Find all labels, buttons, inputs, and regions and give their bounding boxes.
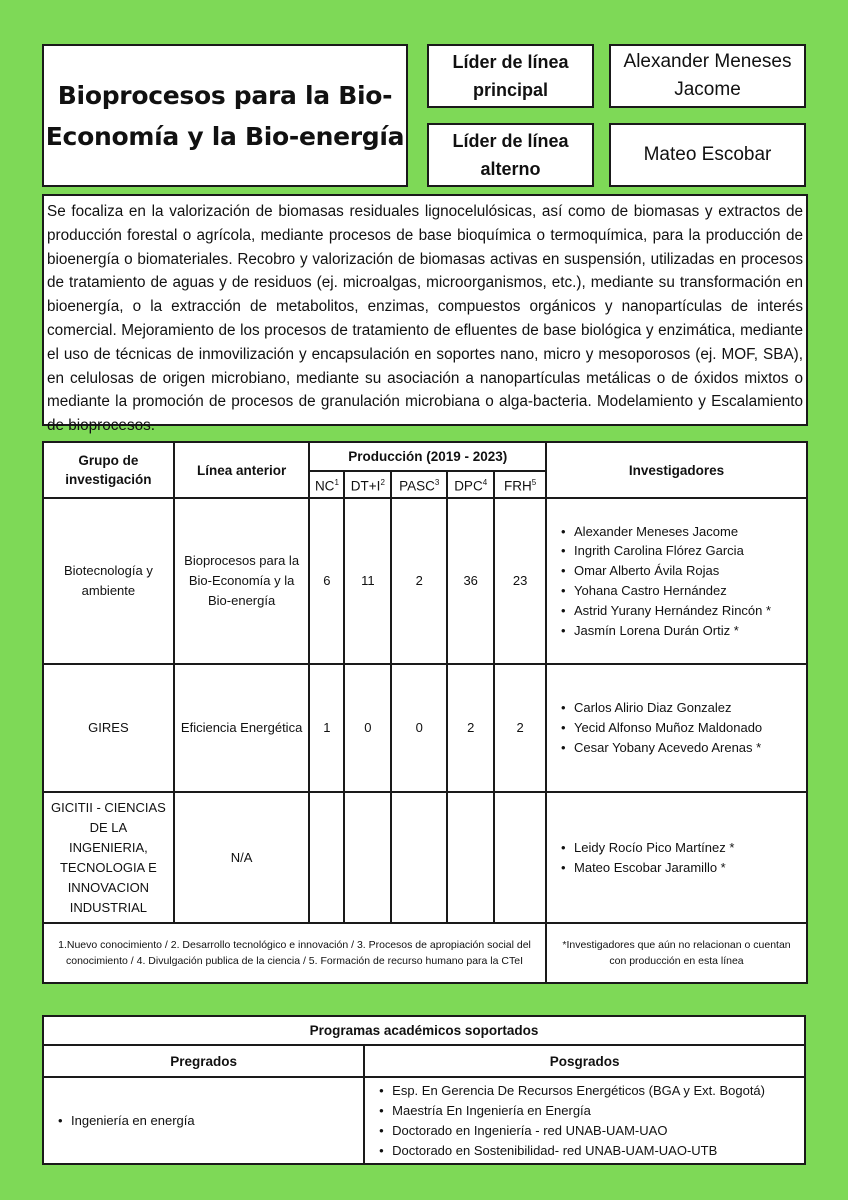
researcher-item: • Carlos Alirio Diaz Gonzalez xyxy=(561,698,806,718)
production-value xyxy=(309,792,344,923)
research-groups-table xyxy=(42,441,808,984)
previous-line: Bioprocesos para la Bio-Economía y la Bio-energía xyxy=(174,498,310,664)
subheader-footnote-ref: 2 xyxy=(380,478,385,488)
researchers-cell xyxy=(546,664,807,792)
line-description: Se focaliza en la valorización de biomasas residuales lignocelulósicas, así como de biomasas y extractos de producción forestal o agrícola, mediante procesos de base bioquímica o termoquímica, para la producción de bioenergía o biomateriales. Recobro y valorización de biomasas activas en suspensión, utilizadas en procesos de tratamiento de aguas y de residuos (ej. microalgas, microorganismos, etc.), mediante su transformación en bioenergía, o la extracción de metabolitos, enzimas, compuestos orgánicos y nanopartículas de interés comercial. Mejoramiento de los procesos de tratamiento de efluentes de base biológica y enzimática, mediante el uso de técnicas de inmovilización y encapsulación en soportes nano, micro y mesoporosos (ej. MOF, SBA), en celulosas de origen microbiano, mediante su asociación a nanopartículas metálicas o de óxidos mixtos o mediante la promoción de procesos de granulación microbiana o alga-bacteria. Modelamiento y Escalamiento de bioprocesos. xyxy=(42,194,808,426)
table-row xyxy=(43,792,807,923)
production-value xyxy=(344,792,391,923)
production-value: 2 xyxy=(494,664,546,792)
subheader-label: NC xyxy=(314,478,335,494)
program-item: • Ingeniería en energía xyxy=(58,1111,363,1131)
subheader-label: FRH xyxy=(503,478,532,494)
postgrad-header: Posgrados xyxy=(364,1045,805,1077)
researchers-list xyxy=(547,522,806,641)
page-title: Bioprocesos para la Bio-Economía y la Bio-energía xyxy=(45,80,405,151)
production-value: 36 xyxy=(447,498,494,664)
subheader-footnote-ref: 1 xyxy=(334,478,339,488)
previous-line: N/A xyxy=(174,792,310,923)
subheader-label: PASC xyxy=(399,478,435,494)
subheader-nc xyxy=(309,471,344,498)
postgrad-list xyxy=(365,1081,804,1161)
group-name: GICITII - CIENCIAS DE LA INGENIERIA, TECNOLOGIA E INNOVACION INDUSTRIAL xyxy=(43,792,174,923)
researchers-cell xyxy=(546,792,807,923)
researcher-item: • Ingrith Carolina Flórez Garcia xyxy=(561,541,806,561)
production-value: 2 xyxy=(391,498,447,664)
production-value: 23 xyxy=(494,498,546,664)
researcher-item: • Cesar Yobany Acevedo Arenas * xyxy=(561,738,806,758)
production-value xyxy=(391,792,447,923)
researcher-item: • Alexander Meneses Jacome xyxy=(561,522,806,542)
header-production: Producción (2019 - 2023) xyxy=(309,442,546,471)
leader-alt-value: Mateo Escobar xyxy=(609,123,806,187)
leader-alt-label: Líder de línea alterno xyxy=(427,123,594,187)
production-value: 2 xyxy=(447,664,494,792)
researcher-item: • Jasmín Lorena Durán Ortiz * xyxy=(561,621,806,641)
researchers-footnote: *Investigadores que aún no relacionan o cuentan con producción en esta línea xyxy=(546,923,807,983)
subheader-footnote-ref: 4 xyxy=(482,478,488,488)
program-item: • Doctorado en Sostenibilidad- red UNAB-UAM-UAO-UTB xyxy=(379,1141,804,1161)
production-value: 0 xyxy=(391,664,447,792)
leader-main-label: Líder de línea principal xyxy=(427,44,594,108)
program-item: • Maestría En Ingeniería en Energía xyxy=(379,1101,804,1121)
programs-title: Programas académicos soportados xyxy=(43,1016,805,1045)
researcher-item: • Mateo Escobar Jaramillo * xyxy=(561,858,806,878)
program-item: • Doctorado en Ingeniería - red UNAB-UAM-UAO xyxy=(379,1121,804,1141)
production-value: 11 xyxy=(344,498,391,664)
group-name: Biotecnología y ambiente xyxy=(43,498,174,664)
subheader-footnote-ref: 3 xyxy=(434,478,440,488)
researcher-item: • Leidy Rocío Pico Martínez * xyxy=(561,838,806,858)
table-row xyxy=(43,498,807,664)
subheader-label: DPC xyxy=(454,478,483,494)
researcher-item: • Yohana Castro Hernández xyxy=(561,581,806,601)
subheader-frh xyxy=(494,471,546,498)
production-value: 0 xyxy=(344,664,391,792)
title-box xyxy=(42,44,408,187)
researchers-cell xyxy=(546,498,807,664)
subheader-footnote-ref: 5 xyxy=(531,478,537,488)
header-previous-line: Línea anterior xyxy=(174,442,310,498)
subheader-pasc xyxy=(391,471,447,498)
program-item: • Esp. En Gerencia De Recursos Energéticos (BGA y Ext. Bogotá) xyxy=(379,1081,804,1101)
researcher-item: • Omar Alberto Ávila Rojas xyxy=(561,561,806,581)
production-footnote: 1.Nuevo conocimiento / 2. Desarrollo tecnológico e innovación / 3. Procesos de apropiación social del conocimiento / 4. Divulgación publica de la ciencia / 5. Formación de recurso humano para la CTeI xyxy=(43,923,546,983)
academic-programs-table xyxy=(42,1015,806,1165)
subheader-label: DT+I xyxy=(350,478,381,494)
header-researchers: Investigadores xyxy=(546,442,807,498)
production-value: 6 xyxy=(309,498,344,664)
researchers-list xyxy=(547,698,806,757)
researcher-item: • Astrid Yurany Hernández Rincón * xyxy=(561,601,806,621)
subheader-dpc xyxy=(447,471,494,498)
researchers-list xyxy=(547,838,806,878)
previous-line: Eficiencia Energética xyxy=(174,664,310,792)
leader-main-value: Alexander Meneses Jacome xyxy=(609,44,806,108)
subheader-dti xyxy=(344,471,391,498)
production-value: 1 xyxy=(309,664,344,792)
table-row xyxy=(43,664,807,792)
undergrad-header: Pregrados xyxy=(43,1045,364,1077)
production-value xyxy=(494,792,546,923)
header-group: Grupo de investigación xyxy=(43,442,174,498)
group-name: GIRES xyxy=(43,664,174,792)
undergrad-list xyxy=(44,1111,363,1131)
researcher-item: • Yecid Alfonso Muñoz Maldonado xyxy=(561,718,806,738)
production-value xyxy=(447,792,494,923)
